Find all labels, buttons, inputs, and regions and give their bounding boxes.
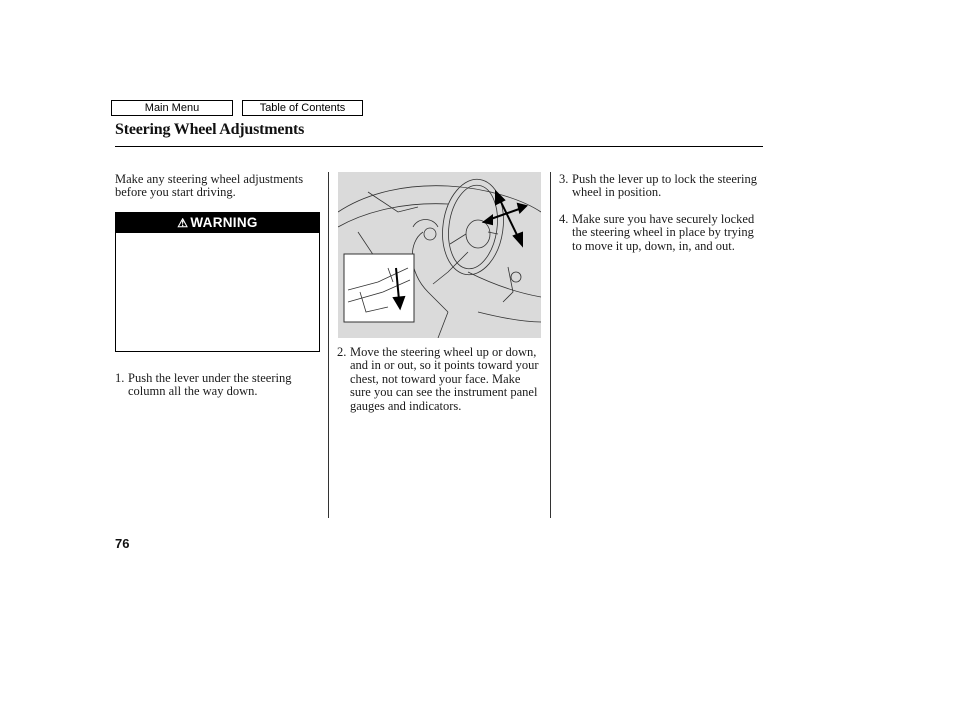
- step-text: Make sure you have securely locked the steering wheel in place by trying to move it up, down, in, and out.: [572, 212, 755, 253]
- steering-wheel-adjustment-illustration: [338, 172, 541, 338]
- step-text: Push the lever up to lock the steering wheel in position.: [572, 172, 758, 200]
- step-4: [559, 213, 764, 253]
- illustration-drawing: [338, 172, 541, 338]
- step-number: 4.: [559, 212, 569, 226]
- step-text: Push the lever under the steering column all the way down.: [128, 371, 292, 399]
- step-2: [337, 346, 542, 413]
- page-title: Steering Wheel Adjustments: [115, 121, 305, 138]
- page-number: 76: [115, 536, 130, 551]
- step-number: 2.: [337, 345, 347, 359]
- step-text: Move the steering wheel up or down, and in or out, so it points toward your chest, not toward your face. Make sure you can see the instrument panel gauges and indicators.: [350, 345, 539, 413]
- column-divider-1: [328, 172, 329, 518]
- intro-text: Make any steering wheel adjustments before you start driving.: [115, 172, 304, 200]
- table-of-contents-button[interactable]: Table of Contents: [242, 100, 363, 116]
- warning-header: [116, 213, 319, 233]
- step-1: [115, 372, 320, 399]
- column-divider-2: [550, 172, 551, 518]
- main-menu-button[interactable]: Main Menu: [111, 100, 233, 116]
- title-divider: [115, 146, 763, 147]
- warning-box: [115, 212, 320, 352]
- warning-label: WARNING: [190, 215, 258, 230]
- step-number: 1.: [115, 371, 125, 385]
- warning-triangle-icon: ⚠: [177, 216, 189, 230]
- step-3: [559, 173, 764, 200]
- step-number: 3.: [559, 172, 569, 186]
